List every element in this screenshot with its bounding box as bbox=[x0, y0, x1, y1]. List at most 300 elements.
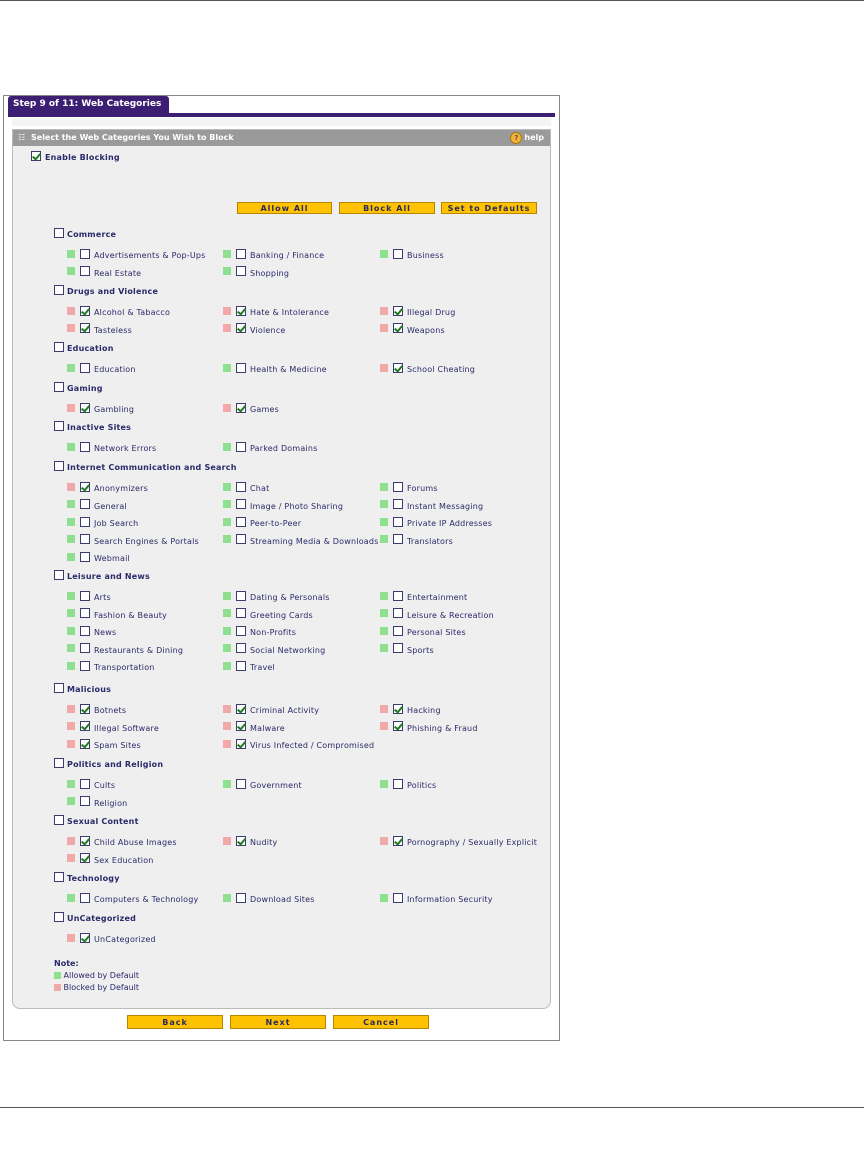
list-item bbox=[380, 830, 537, 849]
blocked-default-marker bbox=[67, 307, 75, 315]
item-label: Sports bbox=[407, 645, 434, 655]
item-checkbox-spam-sites[interactable] bbox=[80, 739, 90, 749]
list-item bbox=[67, 318, 132, 337]
list-item bbox=[67, 638, 183, 657]
item-checkbox-webmail[interactable] bbox=[80, 552, 90, 562]
item-checkbox-streaming-media-downloads[interactable] bbox=[236, 534, 246, 544]
list-item bbox=[380, 638, 434, 657]
list-item bbox=[380, 300, 455, 319]
item-checkbox-real-estate[interactable] bbox=[80, 266, 90, 276]
blocked-default-marker bbox=[380, 837, 388, 845]
item-checkbox-hate-intolerance[interactable] bbox=[236, 306, 246, 316]
category-checkbox-internet-communication-and-search[interactable] bbox=[54, 461, 64, 471]
item-checkbox-translators[interactable] bbox=[393, 534, 403, 544]
step-tab[interactable]: Step 9 of 11: Web Categories bbox=[8, 96, 169, 113]
item-checkbox-uncategorized[interactable] bbox=[80, 933, 90, 943]
list-item bbox=[67, 791, 127, 810]
note-title: Note: bbox=[54, 959, 79, 968]
list-item bbox=[67, 733, 141, 752]
item-label: Greeting Cards bbox=[250, 610, 313, 620]
allowed-default-marker bbox=[223, 250, 231, 258]
item-checkbox-forums[interactable] bbox=[393, 482, 403, 492]
allowed-default-marker bbox=[223, 609, 231, 617]
item-label: Translators bbox=[407, 536, 453, 546]
list-item bbox=[380, 511, 492, 530]
item-checkbox-illegal-drug[interactable] bbox=[393, 306, 403, 316]
section-title: Select the Web Categories You Wish to Block bbox=[31, 133, 234, 142]
section-header bbox=[13, 130, 550, 146]
list-item bbox=[67, 698, 126, 717]
allowed-default-marker bbox=[67, 267, 75, 275]
category-leisure-and-news bbox=[54, 564, 150, 583]
item-label: Botnets bbox=[94, 706, 127, 715]
help-icon: ? bbox=[510, 132, 522, 144]
category-label: UnCategorized bbox=[67, 914, 137, 923]
allowed-default-marker bbox=[380, 250, 388, 258]
allowed-default-marker bbox=[223, 500, 231, 508]
item-checkbox-banking-finance[interactable] bbox=[236, 249, 246, 259]
item-label: Politics bbox=[407, 781, 437, 790]
blocked-default-marker bbox=[380, 705, 388, 713]
note-blocked: Blocked by Default bbox=[54, 983, 139, 992]
allowed-default-marker bbox=[67, 500, 75, 508]
list-item bbox=[223, 585, 330, 604]
list-item bbox=[223, 773, 302, 792]
allowed-default-marker bbox=[67, 609, 75, 617]
list-item bbox=[380, 494, 483, 513]
item-label: Chat bbox=[250, 484, 270, 493]
item-label: Information Security bbox=[407, 895, 493, 904]
list-item bbox=[223, 243, 324, 262]
list-item bbox=[67, 655, 155, 674]
item-label: Network Errors bbox=[94, 444, 157, 453]
item-label: Forums bbox=[407, 484, 438, 493]
list-item bbox=[67, 773, 115, 792]
list-item bbox=[67, 585, 111, 604]
allowed-default-marker bbox=[223, 518, 231, 526]
category-inactive-sites bbox=[54, 415, 131, 434]
item-label: Parked Domains bbox=[250, 444, 318, 453]
list-item bbox=[223, 318, 286, 337]
item-label: Cults bbox=[94, 781, 116, 790]
item-checkbox-violence[interactable] bbox=[236, 323, 246, 333]
list-item bbox=[223, 620, 296, 639]
item-checkbox-social-networking[interactable] bbox=[236, 643, 246, 653]
item-checkbox-anonymizers[interactable] bbox=[80, 482, 90, 492]
category-sexual-content bbox=[54, 809, 139, 828]
list-item bbox=[67, 243, 206, 262]
list-item bbox=[223, 733, 374, 752]
item-checkbox-travel[interactable] bbox=[236, 661, 246, 671]
item-label: Social Networking bbox=[250, 645, 326, 655]
category-label: Inactive Sites bbox=[67, 423, 132, 432]
category-uncategorized bbox=[54, 906, 136, 925]
allowed-default-marker bbox=[223, 443, 231, 451]
category-checkbox-education[interactable] bbox=[54, 342, 64, 352]
allowed-default-marker bbox=[380, 500, 388, 508]
item-label: Travel bbox=[250, 663, 275, 672]
allowed-default-marker bbox=[380, 644, 388, 652]
note-allowed: Allowed by Default bbox=[54, 971, 139, 980]
blocked-default-marker bbox=[380, 324, 388, 332]
category-label: Commerce bbox=[67, 230, 117, 239]
list-item bbox=[223, 698, 319, 717]
item-checkbox-greeting-cards[interactable] bbox=[236, 608, 246, 618]
list-item bbox=[380, 698, 441, 717]
allowed-default-marker bbox=[67, 364, 75, 372]
allowed-default-marker bbox=[67, 894, 75, 902]
list-item bbox=[67, 261, 141, 280]
item-label: Business bbox=[407, 251, 444, 260]
list-item bbox=[67, 716, 159, 735]
list-item bbox=[380, 716, 478, 735]
item-label: Advertisements & Pop-Ups bbox=[94, 251, 206, 260]
item-label: Shopping bbox=[250, 268, 290, 278]
item-checkbox-pornography-sexually-explicit[interactable] bbox=[393, 836, 403, 846]
list-item bbox=[67, 620, 116, 639]
category-label: Malicious bbox=[67, 685, 112, 694]
list-item bbox=[67, 357, 136, 376]
enable-blocking-checkbox[interactable] bbox=[31, 151, 41, 161]
item-label: Arts bbox=[94, 593, 111, 602]
allowed-default-marker bbox=[380, 627, 388, 635]
item-label: Weapons bbox=[407, 325, 445, 335]
blocked-default-marker bbox=[223, 837, 231, 845]
list-item bbox=[380, 529, 453, 548]
category-label: Technology bbox=[67, 874, 120, 883]
item-checkbox-shopping[interactable] bbox=[236, 266, 246, 276]
item-label: Fashion & Beauty bbox=[94, 610, 167, 620]
blocked-default-marker bbox=[223, 740, 231, 748]
item-checkbox-politics[interactable] bbox=[393, 779, 403, 789]
list-item bbox=[223, 603, 313, 622]
item-checkbox-parked-domains[interactable] bbox=[236, 442, 246, 452]
item-label: Violence bbox=[250, 325, 286, 335]
blocked-default-marker bbox=[380, 722, 388, 730]
top-strip bbox=[12, 118, 551, 126]
item-label: Nudity bbox=[250, 838, 278, 847]
allowed-default-marker bbox=[380, 518, 388, 526]
allowed-default-marker bbox=[380, 894, 388, 902]
blocked-default-marker bbox=[67, 705, 75, 713]
item-label: Hacking bbox=[407, 706, 441, 715]
category-label: Gaming bbox=[67, 384, 103, 393]
blocked-default-marker bbox=[67, 740, 75, 748]
item-label: Job Search bbox=[94, 519, 139, 528]
list-item bbox=[67, 436, 156, 455]
item-label: Instant Messaging bbox=[407, 501, 484, 511]
category-drugs-and-violence bbox=[54, 279, 158, 298]
category-label: Sexual Content bbox=[67, 817, 139, 826]
item-checkbox-education[interactable] bbox=[80, 363, 90, 373]
allowed-default-marker bbox=[223, 535, 231, 543]
enable-blocking-label: Enable Blocking bbox=[45, 153, 120, 162]
item-label: Private IP Addresses bbox=[407, 519, 493, 528]
enable-blocking-row bbox=[31, 145, 120, 164]
item-checkbox-fashion-beauty[interactable] bbox=[80, 608, 90, 618]
list-item bbox=[223, 830, 277, 849]
list-item bbox=[223, 655, 275, 674]
allowed-default-marker bbox=[67, 535, 75, 543]
list-item bbox=[223, 511, 301, 530]
next-button[interactable]: Next bbox=[230, 1015, 326, 1029]
allowed-default-marker bbox=[223, 894, 231, 902]
list-item bbox=[67, 603, 167, 622]
item-checkbox-weapons[interactable] bbox=[393, 323, 403, 333]
list-item bbox=[223, 397, 279, 416]
bottom-rule bbox=[0, 1107, 864, 1108]
list-item bbox=[223, 476, 270, 495]
list-item bbox=[67, 927, 156, 946]
blocked-swatch bbox=[54, 984, 61, 991]
list-item bbox=[223, 494, 343, 513]
category-checkbox-malicious[interactable] bbox=[54, 683, 64, 693]
category-commerce bbox=[54, 222, 116, 241]
allowed-default-marker bbox=[223, 364, 231, 372]
item-checkbox-school-cheating[interactable] bbox=[393, 363, 403, 373]
item-label: Banking / Finance bbox=[250, 251, 325, 260]
item-checkbox-search-engines-portals[interactable] bbox=[80, 534, 90, 544]
item-label: Religion bbox=[94, 798, 128, 808]
list-item bbox=[223, 887, 315, 906]
item-checkbox-games[interactable] bbox=[236, 403, 246, 413]
list-item bbox=[223, 261, 289, 280]
item-label: Virus Infected / Compromised bbox=[250, 741, 375, 750]
category-politics-and-religion bbox=[54, 752, 163, 771]
allowed-default-marker bbox=[223, 780, 231, 788]
allowed-default-marker bbox=[67, 627, 75, 635]
list-item bbox=[380, 243, 444, 262]
item-checkbox-job-search[interactable] bbox=[80, 517, 90, 527]
item-label: Image / Photo Sharing bbox=[250, 501, 344, 511]
block-all-button[interactable]: Block All bbox=[339, 202, 435, 214]
help-label: help bbox=[524, 133, 544, 142]
list-item bbox=[380, 476, 438, 495]
list-item bbox=[223, 357, 327, 376]
allowed-default-marker bbox=[67, 592, 75, 600]
item-checkbox-religion[interactable] bbox=[80, 796, 90, 806]
list-item bbox=[380, 773, 436, 792]
cancel-button[interactable]: Cancel bbox=[333, 1015, 429, 1029]
item-label: Download Sites bbox=[250, 895, 315, 904]
allowed-default-marker bbox=[223, 483, 231, 491]
item-checkbox-malware[interactable] bbox=[236, 721, 246, 731]
blocked-default-marker bbox=[67, 324, 75, 332]
blocked-default-marker bbox=[223, 324, 231, 332]
item-checkbox-child-abuse-images[interactable] bbox=[80, 836, 90, 846]
list-item bbox=[67, 529, 199, 548]
item-checkbox-arts[interactable] bbox=[80, 591, 90, 601]
item-checkbox-cults[interactable] bbox=[80, 779, 90, 789]
item-label: UnCategorized bbox=[94, 935, 156, 944]
item-label: Games bbox=[250, 405, 279, 414]
item-checkbox-hacking[interactable] bbox=[393, 704, 403, 714]
item-label: Phishing & Fraud bbox=[407, 723, 478, 733]
blocked-default-marker bbox=[223, 722, 231, 730]
item-checkbox-information-security[interactable] bbox=[393, 893, 403, 903]
item-checkbox-leisure-recreation[interactable] bbox=[393, 608, 403, 618]
list-item bbox=[67, 397, 134, 416]
list-item bbox=[67, 476, 148, 495]
grip-icon: ☷ bbox=[18, 133, 26, 142]
item-checkbox-computers-technology[interactable] bbox=[80, 893, 90, 903]
item-checkbox-transportation[interactable] bbox=[80, 661, 90, 671]
item-checkbox-sports[interactable] bbox=[393, 643, 403, 653]
item-checkbox-business[interactable] bbox=[393, 249, 403, 259]
item-checkbox-general[interactable] bbox=[80, 499, 90, 509]
item-checkbox-sex-education[interactable] bbox=[80, 853, 90, 863]
category-checkbox-sexual-content[interactable] bbox=[54, 815, 64, 825]
item-label: Child Abuse Images bbox=[94, 838, 177, 847]
item-label: Gambling bbox=[94, 405, 135, 414]
item-label: Malware bbox=[250, 723, 285, 733]
allowed-default-marker bbox=[67, 553, 75, 561]
allowed-default-marker bbox=[67, 662, 75, 670]
category-education bbox=[54, 336, 114, 355]
category-checkbox-inactive-sites[interactable] bbox=[54, 421, 64, 431]
category-label: Drugs and Violence bbox=[67, 287, 159, 296]
item-label: Computers & Technology bbox=[94, 895, 199, 904]
category-checkbox-commerce[interactable] bbox=[54, 228, 64, 238]
list-item bbox=[380, 603, 494, 622]
tab-underline bbox=[8, 113, 555, 117]
list-item bbox=[223, 716, 285, 735]
allowed-default-marker bbox=[67, 518, 75, 526]
category-checkbox-politics-and-religion[interactable] bbox=[54, 758, 64, 768]
allowed-default-marker bbox=[380, 535, 388, 543]
category-label: Politics and Religion bbox=[67, 760, 164, 769]
blocked-default-marker bbox=[67, 722, 75, 730]
item-checkbox-peer-to-peer[interactable] bbox=[236, 517, 246, 527]
item-checkbox-virus-infected-compromised[interactable] bbox=[236, 739, 246, 749]
list-item bbox=[380, 620, 466, 639]
allowed-default-marker bbox=[67, 644, 75, 652]
item-checkbox-image-photo-sharing[interactable] bbox=[236, 499, 246, 509]
item-checkbox-phishing-fraud[interactable] bbox=[393, 721, 403, 731]
item-checkbox-chat[interactable] bbox=[236, 482, 246, 492]
allowed-default-marker bbox=[380, 609, 388, 617]
item-label: Pornography / Sexually Explicit bbox=[407, 838, 538, 847]
category-gaming bbox=[54, 376, 103, 395]
list-item bbox=[223, 436, 318, 455]
allow-all-button[interactable]: Allow All bbox=[237, 202, 332, 214]
item-label: Streaming Media & Downloads bbox=[250, 536, 379, 546]
allowed-default-marker bbox=[67, 797, 75, 805]
category-checkbox-gaming[interactable] bbox=[54, 382, 64, 392]
category-label: Leisure and News bbox=[67, 572, 150, 581]
back-button[interactable]: Back bbox=[127, 1015, 223, 1029]
category-malicious bbox=[54, 677, 111, 696]
list-item bbox=[67, 848, 154, 867]
allowed-default-marker bbox=[223, 662, 231, 670]
item-checkbox-instant-messaging[interactable] bbox=[393, 499, 403, 509]
category-checkbox-drugs-and-violence[interactable] bbox=[54, 285, 64, 295]
allowed-default-marker bbox=[67, 443, 75, 451]
item-checkbox-tasteless[interactable] bbox=[80, 323, 90, 333]
item-label: Health & Medicine bbox=[250, 365, 327, 374]
item-label: Spam Sites bbox=[94, 741, 141, 750]
list-item bbox=[67, 494, 127, 513]
help-link[interactable] bbox=[510, 130, 544, 146]
item-checkbox-dating-personals[interactable] bbox=[236, 591, 246, 601]
category-checkbox-leisure-and-news[interactable] bbox=[54, 570, 64, 580]
blocked-default-marker bbox=[67, 854, 75, 862]
item-checkbox-network-errors[interactable] bbox=[80, 442, 90, 452]
allowed-default-marker bbox=[380, 780, 388, 788]
list-item bbox=[380, 357, 475, 376]
item-label: Non-Profits bbox=[250, 628, 297, 637]
allowed-default-marker bbox=[380, 483, 388, 491]
item-checkbox-botnets[interactable] bbox=[80, 704, 90, 714]
item-label: Entertainment bbox=[407, 593, 468, 602]
list-item bbox=[223, 300, 329, 319]
blocked-default-marker bbox=[380, 364, 388, 372]
list-item bbox=[67, 300, 170, 319]
item-label: Transportation bbox=[94, 663, 155, 672]
item-checkbox-criminal-activity[interactable] bbox=[236, 704, 246, 714]
item-label: News bbox=[94, 628, 117, 637]
item-checkbox-alcohol-tabacco[interactable] bbox=[80, 306, 90, 316]
item-label: Peer-to-Peer bbox=[250, 519, 302, 528]
allowed-default-marker bbox=[223, 267, 231, 275]
item-label: School Cheating bbox=[407, 365, 476, 374]
set-defaults-button[interactable]: Set to Defaults bbox=[441, 202, 537, 214]
item-checkbox-private-ip-addresses[interactable] bbox=[393, 517, 403, 527]
blocked-default-marker bbox=[223, 705, 231, 713]
item-checkbox-download-sites[interactable] bbox=[236, 893, 246, 903]
item-label: Criminal Activity bbox=[250, 706, 320, 715]
item-checkbox-restaurants-dining[interactable] bbox=[80, 643, 90, 653]
item-checkbox-entertainment[interactable] bbox=[393, 591, 403, 601]
blocked-default-marker bbox=[223, 307, 231, 315]
item-label: Sex Education bbox=[94, 855, 154, 865]
item-label: Anonymizers bbox=[94, 484, 149, 493]
list-item bbox=[67, 511, 138, 530]
category-label: Internet Communication and Search bbox=[67, 463, 237, 472]
item-label: Search Engines & Portals bbox=[94, 536, 199, 546]
item-label: Hate & Intolerance bbox=[250, 308, 330, 317]
list-item bbox=[380, 585, 467, 604]
list-item bbox=[223, 529, 379, 548]
item-checkbox-non-profits[interactable] bbox=[236, 626, 246, 636]
top-rule bbox=[0, 0, 864, 1]
item-label: General bbox=[94, 501, 127, 511]
blocked-default-marker bbox=[67, 404, 75, 412]
allowed-default-marker bbox=[67, 250, 75, 258]
list-item bbox=[67, 830, 177, 849]
item-checkbox-gambling[interactable] bbox=[80, 403, 90, 413]
category-checkbox-technology[interactable] bbox=[54, 872, 64, 882]
list-item bbox=[223, 638, 325, 657]
item-label: Education bbox=[94, 365, 136, 374]
item-checkbox-nudity[interactable] bbox=[236, 836, 246, 846]
blocked-default-marker bbox=[223, 404, 231, 412]
item-checkbox-health-medicine[interactable] bbox=[236, 363, 246, 373]
category-checkbox-uncategorized[interactable] bbox=[54, 912, 64, 922]
list-item bbox=[67, 887, 198, 906]
item-label: Alcohol & Tabacco bbox=[94, 308, 171, 317]
item-checkbox-personal-sites[interactable] bbox=[393, 626, 403, 636]
blocked-default-marker bbox=[67, 837, 75, 845]
category-internet-communication-and-search bbox=[54, 455, 237, 474]
item-checkbox-government[interactable] bbox=[236, 779, 246, 789]
item-label: Webmail bbox=[94, 554, 130, 563]
blocked-default-marker bbox=[67, 483, 75, 491]
item-checkbox-illegal-software[interactable] bbox=[80, 721, 90, 731]
allowed-swatch bbox=[54, 972, 61, 979]
item-checkbox-advertisements-pop-ups[interactable] bbox=[80, 249, 90, 259]
item-checkbox-news[interactable] bbox=[80, 626, 90, 636]
